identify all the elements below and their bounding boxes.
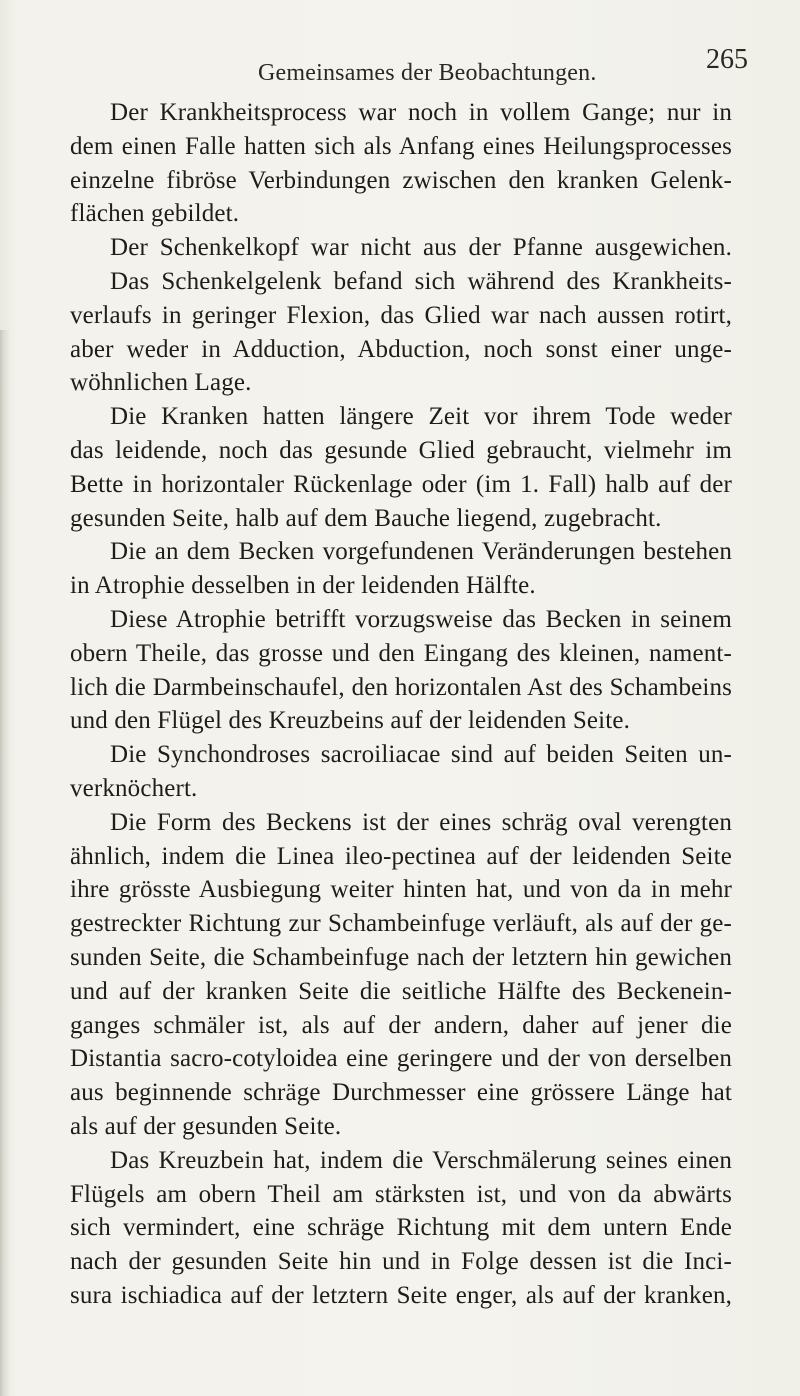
text-line: und auf der kranken Seite die seitliche Hälfte des Beckenein- xyxy=(70,977,732,1005)
text-line: verlaufs in geringer Flexion, das Glied war nach aussen rotirt, xyxy=(70,301,732,329)
text-line: verknöchert. xyxy=(70,774,198,802)
text-line: Flügels am obern Theil am stärksten ist, und von da abwärts xyxy=(70,1180,732,1208)
text-line: nach der gesunden Seite hin und in Folge dessen ist die Inci- xyxy=(70,1248,732,1276)
text-line: ganges schmäler ist, als auf der andern, daher auf jener die xyxy=(70,1011,732,1039)
text-line: aber weder in Adduction, Abduction, noch sonst einer unge- xyxy=(70,335,732,363)
text-line: sunden Seite, die Schambeinfuge nach der letztern hin gewichen xyxy=(70,943,732,971)
page-gutter-shadow xyxy=(0,330,10,1396)
body-text xyxy=(70,96,732,1313)
text-line: als auf der gesunden Seite. xyxy=(70,1112,342,1140)
text-line: einzelne fibröse Verbindungen zwischen den kranken Gelenk- xyxy=(70,166,732,194)
text-line: Das Kreuzbein hat, indem die Verschmälerung seines einen xyxy=(110,1146,732,1174)
text-line: Die Kranken hatten längere Zeit vor ihrem Tode weder xyxy=(110,403,732,431)
text-line: flächen gebildet. xyxy=(70,200,240,228)
text-line: ähnlich, indem die Linea ileo-pectinea auf der leidenden Seite xyxy=(70,842,732,870)
text-line: Der Krankheitsprocess war noch in vollem Gange; nur in xyxy=(110,99,732,126)
text-line: ihre grösste Ausbiegung weiter hinten hat, und von da in mehr xyxy=(70,876,732,904)
text-line: Das Schenkelgelenk befand sich während des Krankheits- xyxy=(110,267,732,295)
text-line: gesunden Seite, halb auf dem Bauche liegend, zugebracht. xyxy=(70,504,662,532)
text-line: dem einen Falle hatten sich als Anfang eines Heilungsprocesses xyxy=(70,132,732,160)
text-line: Bette in horizontaler Rückenlage oder (im 1. Fall) halb auf der xyxy=(70,470,732,498)
text-line: Die Synchondroses sacroiliacae sind auf beiden Seiten un- xyxy=(110,741,732,769)
text-line: Diese Atrophie betrifft vorzugsweise das Becken in seinem xyxy=(110,605,732,633)
running-head-title: Gemeinsames der Beobachtungen. xyxy=(258,60,597,86)
text-line: Distantia sacro-cotyloidea eine geringere und der von derselben xyxy=(70,1045,732,1073)
text-line: sura ischiadica auf der letztern Seite enger, als auf der kranken, xyxy=(70,1281,732,1309)
running-header xyxy=(0,22,800,86)
text-line: gestreckter Richtung zur Schambeinfuge verläuft, als auf der ge- xyxy=(70,910,732,938)
text-line: in Atrophie desselben in der leidenden Hälfte. xyxy=(70,572,536,600)
text-line: Die an dem Becken vorgefundenen Veränderungen bestehen xyxy=(110,538,732,566)
text-line: Die Form des Beckens ist der eines schräg oval verengten xyxy=(110,808,732,836)
text-line: und den Flügel des Kreuzbeins auf der leidenden Seite. xyxy=(70,707,631,735)
text-line: aus beginnende schräge Durchmesser eine grössere Länge hat xyxy=(70,1079,732,1107)
text-line: obern Theile, das grosse und den Eingang des kleinen, nament- xyxy=(70,639,732,667)
text-line: lich die Darmbeinschaufel, den horizontalen Ast des Schambeins xyxy=(70,673,732,701)
page-number: 265 xyxy=(706,44,748,75)
text-line: wöhnlichen Lage. xyxy=(70,369,252,397)
text-line: Der Schenkelkopf war nicht aus der Pfanne ausgewichen. xyxy=(110,234,732,262)
text-line: das leidende, noch das gesunde Glied gebraucht, vielmehr im xyxy=(70,436,732,464)
text-line: sich vermindert, eine schräge Richtung mit dem untern Ende xyxy=(70,1214,732,1242)
